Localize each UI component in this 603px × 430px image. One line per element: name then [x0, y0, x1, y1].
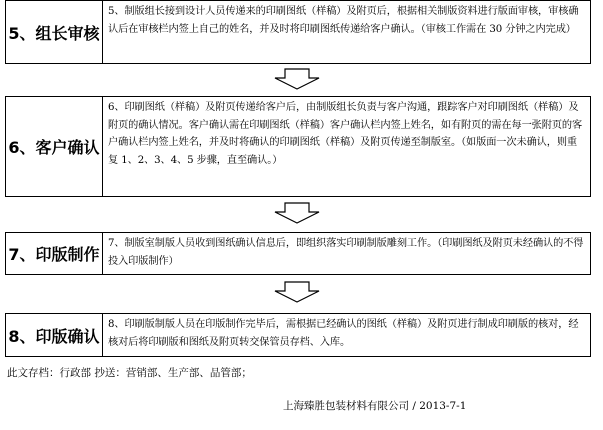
step-description: 7、制版室制版人员收到图纸确认信息后，即组织落实印刷制版雕刻工作。（印刷图纸及附页未经确认的不得投入印版制作） [108, 238, 584, 267]
company-signature: 上海臻胜包装材料有限公司 / 2013-7-1 [283, 400, 467, 412]
down-arrow-icon [274, 281, 320, 303]
step-title: 8、印版确认 [6, 314, 103, 356]
step-title: 5、组长审核 [6, 1, 103, 63]
step-title: 6、客户确认 [6, 97, 103, 196]
step-5-box [5, 0, 591, 64]
step-description: 5、制版组长接到设计人员传递来的印刷图纸（样稿）及附页后，根据相关制版资料进行版面审核，审核确认后在审核栏内签上自己的姓名，并及时将印刷图纸传递给客户确认。（审核工作需在 30 分钟之内完成） [108, 6, 579, 35]
step-description: 6、印刷图纸（样稿）及附页传递给客户后，由制版组长负责与客户沟通，跟踪客户对印刷图纸（样稿）及附页的确认情况。客户确认需在印刷图纸（样稿）客户确认栏内签上姓名，如有附页的需在每一张附页的客户确认栏内签上姓名，并及时将确认的印刷图纸（样稿）及附页传递至制版室。（如版面一次未确认，则重复 1、2、3、4、5 步骤，直至确认。） [108, 102, 583, 166]
step-8-box [5, 313, 591, 357]
down-arrow-icon [274, 202, 320, 224]
distribution-line: 此文存档：行政部 抄送：营销部、生产部、品管部； [7, 367, 252, 379]
step-6-box [5, 96, 591, 197]
step-title: 7、印版制作 [6, 233, 103, 274]
step-description: 8、印刷版制版人员在印版制作完毕后，需根据已经确认的图纸（样稿）及附页进行制成印刷版的核对，经核对后将印刷版和图纸及附页转交保管员存档、入库。 [108, 319, 579, 348]
step-7-box [5, 232, 591, 275]
down-arrow-icon [274, 68, 320, 90]
